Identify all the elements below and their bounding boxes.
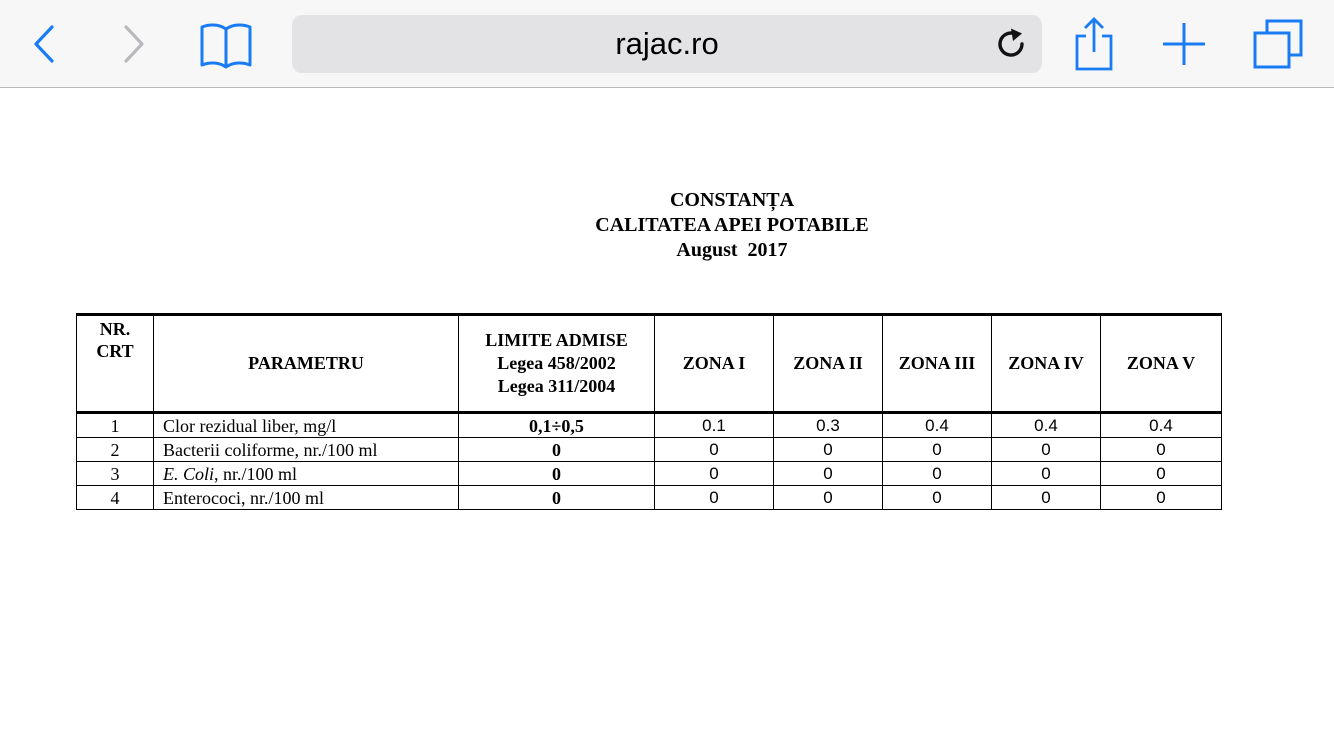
cell-zona-1: 0 (655, 438, 774, 462)
reload-button[interactable] (994, 27, 1028, 61)
address-bar[interactable] (292, 15, 1042, 73)
cell-zona-5: 0 (1101, 486, 1222, 510)
water-quality-table (76, 313, 1222, 510)
chevron-right-icon (121, 24, 147, 64)
header-limite: LIMITE ADMISE Legea 458/2002 Legea 311/2004 (459, 315, 655, 413)
header-nr: NR. CRT (77, 315, 154, 413)
cell-zona-3: 0.4 (883, 413, 992, 438)
book-icon (199, 19, 253, 69)
cell-zona-4: 0 (992, 462, 1101, 486)
doc-title-main: CALITATEA APEI POTABILE (595, 214, 869, 236)
table-row (77, 413, 1222, 438)
cell-zona-1: 0.1 (655, 413, 774, 438)
back-button[interactable] (22, 14, 66, 74)
doc-title-period: August 2017 (676, 239, 788, 261)
cell-zona-3: 0 (883, 486, 992, 510)
cell-zona-5: 0.4 (1101, 413, 1222, 438)
cell-zona-2: 0.3 (774, 413, 883, 438)
tabs-button[interactable] (1250, 14, 1306, 74)
cell-zona-2: 0 (774, 486, 883, 510)
cell-limit: 0 (459, 438, 655, 462)
cell-param: Enterococi, nr./100 ml (154, 486, 459, 510)
new-tab-button[interactable] (1158, 14, 1210, 74)
cell-zona-2: 0 (774, 462, 883, 486)
plus-icon (1161, 21, 1207, 67)
header-zona-5: ZONA V (1101, 315, 1222, 413)
bookmarks-button[interactable] (198, 14, 254, 74)
cell-nr: 1 (77, 413, 154, 438)
doc-title-city: CONSTANȚA (669, 189, 795, 211)
table-row (77, 462, 1222, 486)
cell-limit: 0 (459, 462, 655, 486)
reload-icon (994, 27, 1028, 61)
header-zona-1: ZONA I (655, 315, 774, 413)
header-zona-2: ZONA II (774, 315, 883, 413)
cell-zona-5: 0 (1101, 438, 1222, 462)
cell-zona-5: 0 (1101, 462, 1222, 486)
cell-zona-3: 0 (883, 438, 992, 462)
table-header-row (77, 315, 1222, 413)
cell-limit: 0 (459, 486, 655, 510)
url-text: rajac.ro (615, 26, 719, 61)
cell-zona-4: 0 (992, 486, 1101, 510)
cell-limit: 0,1÷0,5 (459, 413, 655, 438)
cell-zona-2: 0 (774, 438, 883, 462)
header-zona-4: ZONA IV (992, 315, 1101, 413)
cell-zona-4: 0.4 (992, 413, 1101, 438)
header-parametru: PARAMETRU (154, 315, 459, 413)
share-icon (1072, 16, 1116, 72)
browser-toolbar (0, 0, 1334, 88)
chevron-left-icon (31, 24, 57, 64)
cell-nr: 2 (77, 438, 154, 462)
tabs-icon (1251, 17, 1305, 71)
table-row (77, 486, 1222, 510)
cell-param: E. Coli, nr./100 ml (154, 462, 459, 486)
cell-param: Clor rezidual liber, mg/l (154, 413, 459, 438)
cell-zona-3: 0 (883, 462, 992, 486)
cell-param: Bacterii coliforme, nr./100 ml (154, 438, 459, 462)
cell-nr: 4 (77, 486, 154, 510)
header-zona-3: ZONA III (883, 315, 992, 413)
cell-zona-1: 0 (655, 486, 774, 510)
forward-button[interactable] (112, 14, 156, 74)
cell-zona-1: 0 (655, 462, 774, 486)
table-row (77, 438, 1222, 462)
share-button[interactable] (1070, 14, 1118, 74)
cell-zona-4: 0 (992, 438, 1101, 462)
cell-nr: 3 (77, 462, 154, 486)
